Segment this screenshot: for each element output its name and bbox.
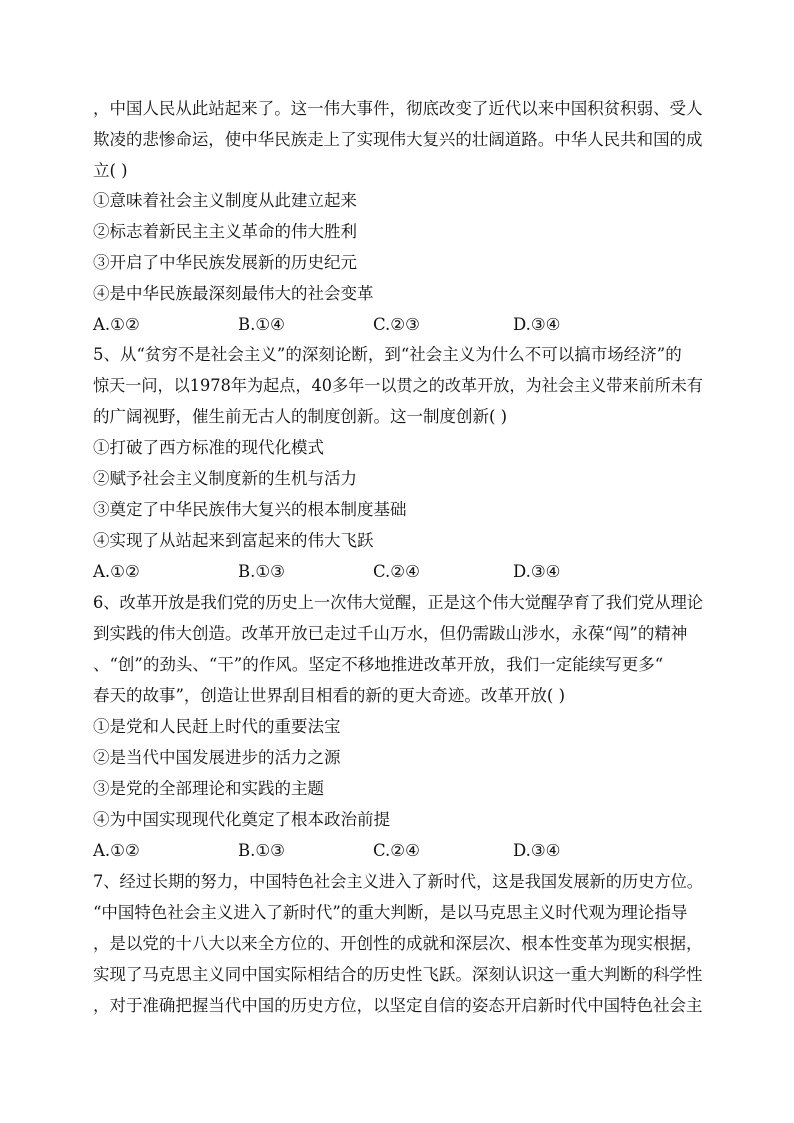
q6-option-c: C.②④	[373, 841, 420, 860]
q6-statement-3: ③是党的全部理论和实践的主题	[93, 779, 324, 798]
q4-statement-2: ②标志着新民主主义革命的伟大胜利	[93, 222, 357, 241]
q6-stem-line-4: 春天的故事”，创造让世界刮目相看的新的更大奇迹。改革开放( )	[93, 686, 566, 705]
q4-statement-3: ③开启了中华民族发展新的历史纪元	[93, 253, 357, 272]
q5-statement-3: ③奠定了中华民族伟大复兴的根本制度基础	[93, 500, 407, 519]
q5-stem-line-2: 惊天一问，以1978年为起点，40多年一以贯之的改革开放，为社会主义带来前所未有	[93, 376, 703, 395]
q4-statement-1: ①意味着社会主义制度从此建立起来	[93, 191, 357, 210]
q4-option-c: C.②③	[373, 315, 420, 334]
q4-statement-4: ④是中华民族最深刻最伟大的社会变革	[93, 284, 374, 303]
q6-option-b: B.①③	[238, 841, 285, 860]
q7-stem-line-3: ，是以党的十八大以来全方位的、开创性的成就和深层次、根本性变革为现实根据，	[93, 934, 703, 953]
q6-statement-1: ①是党和人民赶上时代的重要法宝	[93, 717, 341, 736]
q7-stem-line-4: 实现了马克思主义同中国实际相结合的历史性飞跃。深刻认识这一重大判断的科学性	[93, 965, 703, 984]
q5-statement-4: ④实现了从站起来到富起来的伟大飞跃	[93, 531, 374, 550]
q4-stem-line-3: 立( )	[93, 161, 128, 180]
q5-option-a: A.①②	[93, 562, 140, 581]
q6-stem-line-3: 、“创”的劲头、“干”的作风。坚定不移地推进改革开放，我们一定能续写更多“	[93, 655, 664, 674]
q4-option-d: D.③④	[513, 315, 561, 334]
q5-statement-2: ②赋予社会主义制度新的生机与活力	[93, 469, 357, 488]
q7-stem-line-5: ，对于准确把握当代中国的历史方位，以坚定自信的姿态开启新时代中国特色社会主	[93, 996, 703, 1015]
q6-stem-line-1: 6、改革开放是我们党的历史上一次伟大觉醒，正是这个伟大觉醒孕育了我们党从理论	[93, 593, 703, 612]
q5-stem-line-1: 5、从“贫穷不是社会主义”的深刻论断，到“社会主义为什么不可以搞市场经济”的	[93, 345, 682, 364]
q6-statement-2: ②是当代中国发展进步的活力之源	[93, 748, 341, 767]
q4-option-b: B.①④	[238, 315, 285, 334]
q5-stem-line-3: 的广阔视野，催生前无古人的制度创新。这一制度创新( )	[93, 407, 508, 426]
q5-statement-1: ①打破了西方标准的现代化模式	[93, 438, 324, 457]
q6-statement-4: ④为中国实现现代化奠定了根本政治前提	[93, 810, 390, 829]
q6-options	[93, 840, 713, 862]
q7-stem-line-1: 7、经过长期的努力，中国特色社会主义进入了新时代，这是我国发展新的历史方位。	[93, 872, 703, 891]
q7-stem-line-2: “中国特色社会主义进入了新时代”的重大判断，是以马克思主义时代观为理论指导	[93, 903, 688, 922]
q6-option-d: D.③④	[513, 841, 561, 860]
q6-stem-line-2: 到实践的伟大创造。改革开放已走过千山万水，但仍需跋山涉水，永葆“闯”的精神	[93, 624, 688, 643]
q4-stem-line-2: 欺凌的悲惨命运，使中华民族走上了实现伟大复兴的壮阔道路。中华人民共和国的成	[93, 130, 703, 149]
q5-option-d: D.③④	[513, 562, 561, 581]
q6-option-a: A.①②	[93, 841, 140, 860]
q4-options	[93, 314, 713, 336]
q4-option-a: A.①②	[93, 315, 140, 334]
q5-option-c: C.②④	[373, 562, 420, 581]
q5-option-b: B.①③	[238, 562, 285, 581]
q4-stem-line-1: ，中国人民从此站起来了。这一伟大事件，彻底改变了近代以来中国积贫积弱、受人	[93, 99, 703, 118]
q5-options	[93, 561, 713, 583]
